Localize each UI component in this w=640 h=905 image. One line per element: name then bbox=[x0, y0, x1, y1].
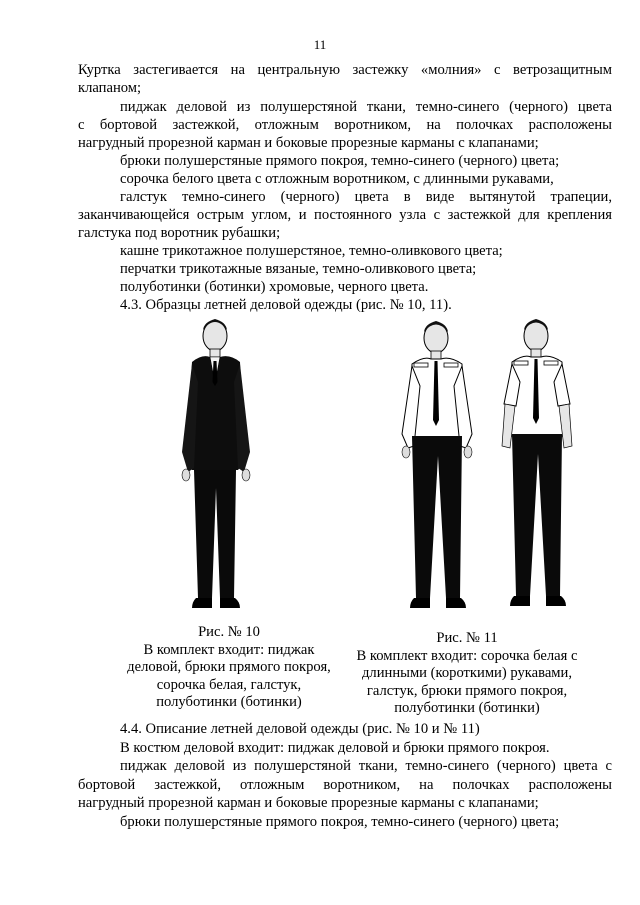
text-line: галстука под воротник рубашки; bbox=[78, 225, 281, 241]
section-heading: 4.3. Образцы летней деловой одежды (рис. № 10, 11). bbox=[120, 297, 452, 313]
text-line: брюки полушерстяные прямого покроя, темно-синего (черного) цвета; bbox=[120, 153, 560, 169]
figure-10-title: Рис. № 10 bbox=[198, 624, 260, 640]
text-line: с бортовой застежкой, отложным воротником, на полочках расположены bbox=[78, 117, 612, 133]
text-line: клапаном; bbox=[78, 80, 142, 96]
figure-11-short-sleeves bbox=[502, 319, 572, 606]
figure-11-caption bbox=[336, 630, 598, 718]
text-line: Куртка застегивается на центральную застежку «молния» с ветрозащитным bbox=[78, 62, 612, 78]
figure-11-long-sleeves bbox=[402, 321, 472, 608]
text-line: полуботинки (ботинки) хромовые, черного цвета. bbox=[120, 279, 429, 295]
caption-line: деловой, брюки прямого покроя, bbox=[127, 659, 331, 675]
text-line: нагрудный прорезной карман и боковые прорезные карманы с клапанами; bbox=[78, 795, 539, 811]
text-line: галстук темно-синего (черного) цвета в виде вытянутой трапеции, bbox=[120, 189, 612, 205]
text-line: нагрудный прорезной карман и боковые прорезные карманы с клапанами; bbox=[78, 135, 539, 151]
text-line: пиджак деловой из полушерстяной ткани, темно-синего (черного) цвета bbox=[120, 99, 612, 115]
figure-11-shirt-illustration bbox=[400, 316, 596, 622]
caption-line: В комплект входит: пиджак bbox=[143, 641, 315, 658]
text-line: пиджак деловой из полушерстяной ткани, темно-синего (черного) цвета с bbox=[120, 758, 612, 774]
text-line: брюки полушерстяные прямого покроя, темно-синего (черного) цвета; bbox=[120, 814, 560, 830]
caption-line: длинными (короткими) рукавами, bbox=[362, 665, 572, 681]
figure-10-caption bbox=[96, 624, 362, 712]
figure-10-suit-illustration bbox=[178, 312, 278, 620]
page-number: 11 bbox=[313, 37, 327, 52]
caption-line: сорочка белая, галстук, bbox=[156, 676, 302, 693]
text-line: В костюм деловой входит: пиджак деловой и брюки прямого покроя. bbox=[120, 740, 550, 756]
text-line: перчатки трикотажные вязаные, темно-оливкового цвета; bbox=[120, 261, 477, 277]
text-line: бортовой застежкой, отложным воротником, на полочках расположены bbox=[78, 777, 612, 793]
text-line: кашне трикотажное полушерстяное, темно-оливкового цвета; bbox=[120, 243, 503, 259]
caption-line: В комплект входит: сорочка белая с bbox=[356, 647, 578, 664]
section-heading: 4.4. Описание летней деловой одежды (рис. № 10 и № 11) bbox=[120, 721, 480, 737]
text-line: заканчивающейся острым углом, и постоянного узла с застежкой для крепления bbox=[78, 207, 612, 223]
figure-11-title: Рис. № 11 bbox=[436, 630, 498, 646]
text-line: сорочка белого цвета с отложным воротником, с длинными рукавами, bbox=[120, 171, 554, 187]
caption-line: полуботинки (ботинки) bbox=[156, 694, 302, 710]
caption-line: полуботинки (ботинки) bbox=[394, 700, 540, 716]
caption-line: галстук, брюки прямого покроя, bbox=[366, 682, 568, 699]
